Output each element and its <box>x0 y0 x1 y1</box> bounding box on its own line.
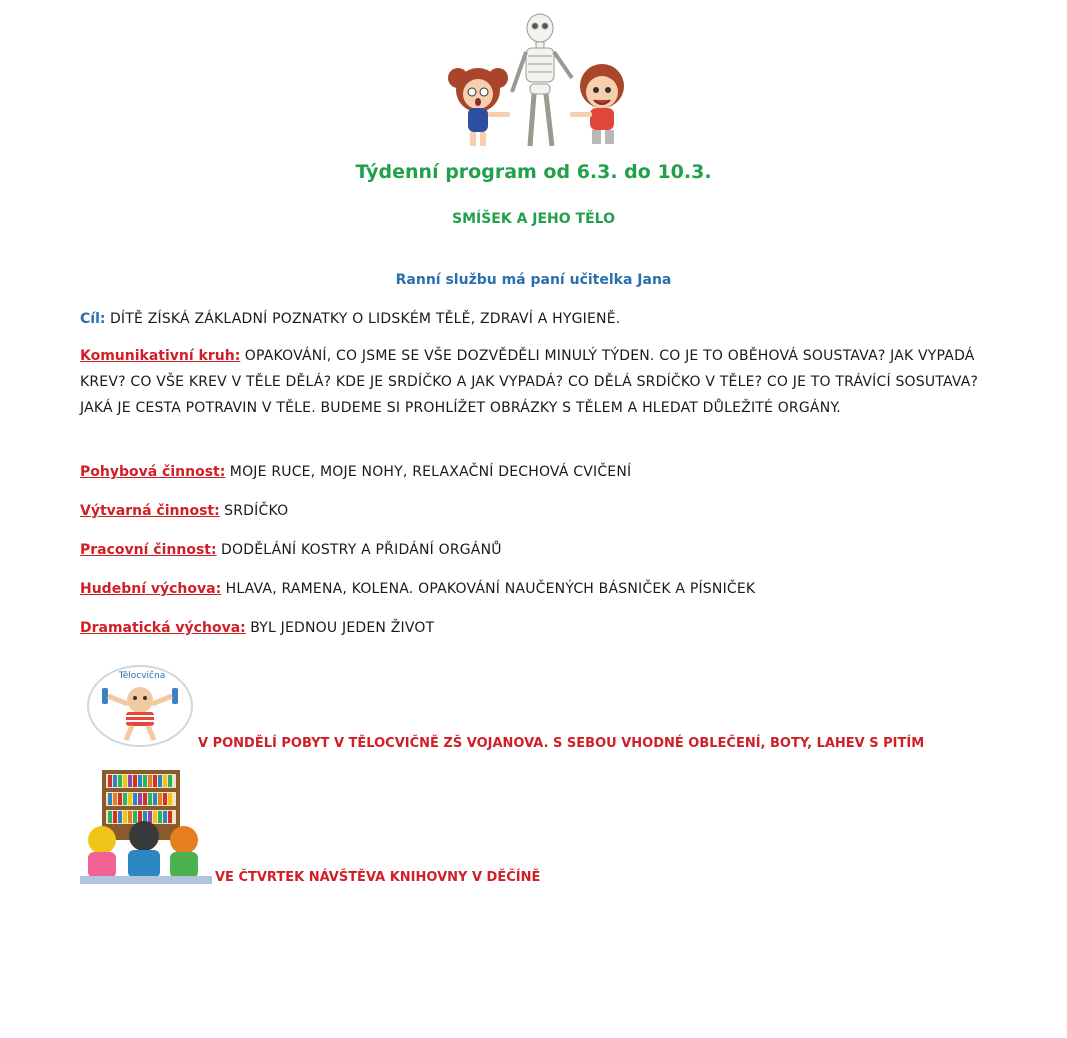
movement-row <box>80 459 1010 485</box>
work-text: DODĚLÁNÍ KOSTRY A PŘIDÁNÍ ORGÁNŮ <box>221 542 502 558</box>
communication-text: OPAKOVÁNÍ, CO JSME SE VŠE DOZVĚDĚLI MINULÝ TÝDEN. CO JE TO OBĚHOVÁ SOUSTAVA? JAK VYPADÁ KREV? CO VŠE KREV V TĚLE DĚLÁ? KDE JE SRDÍČKO A JAK VYPADÁ? CO DĚLÁ SRDÍČKO V TĚLE? CO JE TO TRÁVÍCÍ SOSUTAVA? JAKÁ JE CESTA POTRAVIN V TĚLE. BUDEME SI PROHLÍŽET OBRÁZKY S TĚLEM A HLEDAT DŮLEŽITÉ ORGÁNY. <box>80 348 979 416</box>
movement-label: Pohybová činnost: <box>80 464 226 480</box>
girl-figure <box>448 68 510 146</box>
music-row <box>80 576 1010 602</box>
children-reading-figures <box>80 821 212 884</box>
art-label: Výtvarná činnost: <box>80 503 220 519</box>
drama-label: Dramatická výchova: <box>80 620 246 636</box>
art-text: SRDÍČKO <box>224 503 289 519</box>
drama-text: BYL JEDNOU JEDEN ŽIVOT <box>250 620 435 636</box>
work-row <box>80 537 1010 563</box>
library-event-text: VE ČTVRTEK NÁVŠTĚVA KNIHOVNY V DĚČÍNĚ <box>215 870 541 885</box>
kids-skeleton-illustration <box>430 8 650 153</box>
boy-figure <box>570 64 624 144</box>
gym-event-text: V PONDĚLÍ POBYT V TĚLOCVIČNĚ ZŠ VOJANOVA. S SEBOU VHODNÉ OBLEČENÍ, BOTY, LAHEV S PITÍM <box>198 736 925 751</box>
gym-badge-label: Tělocvična <box>118 671 166 681</box>
bookshelf-icon <box>106 774 176 824</box>
goal-label: Cíl: <box>80 311 106 327</box>
goal-row <box>80 306 1010 332</box>
work-label: Pracovní činnost: <box>80 542 217 558</box>
page-subtitle: SMÍŠEK A JEHO TĚLO <box>451 211 615 227</box>
communication-row <box>80 343 1010 421</box>
gym-badge-icon <box>84 660 196 748</box>
service-note: Ranní službu má paní učitelka Jana <box>395 272 672 288</box>
skeleton-figure <box>512 14 572 146</box>
art-row <box>80 498 1010 524</box>
drama-row <box>80 615 1010 641</box>
page-title: Týdenní program od 6.3. do 10.3. <box>355 161 712 183</box>
library-illustration <box>80 768 212 886</box>
music-text: HLAVA, RAMENA, KOLENA. OPAKOVÁNÍ NAUČENÝCH BÁSNIČEK A PÍSNIČEK <box>225 581 756 597</box>
communication-label: Komunikativní kruh: <box>80 348 241 364</box>
goal-text: DÍTĚ ZÍSKÁ ZÁKLADNÍ POZNATKY O LIDSKÉM TĚLĚ, ZDRAVÍ A HYGIENĚ. <box>109 311 621 327</box>
music-label: Hudební výchova: <box>80 581 222 597</box>
movement-text: MOJE RUCE, MOJE NOHY, RELAXAČNÍ DECHOVÁ CVIČENÍ <box>229 464 632 480</box>
